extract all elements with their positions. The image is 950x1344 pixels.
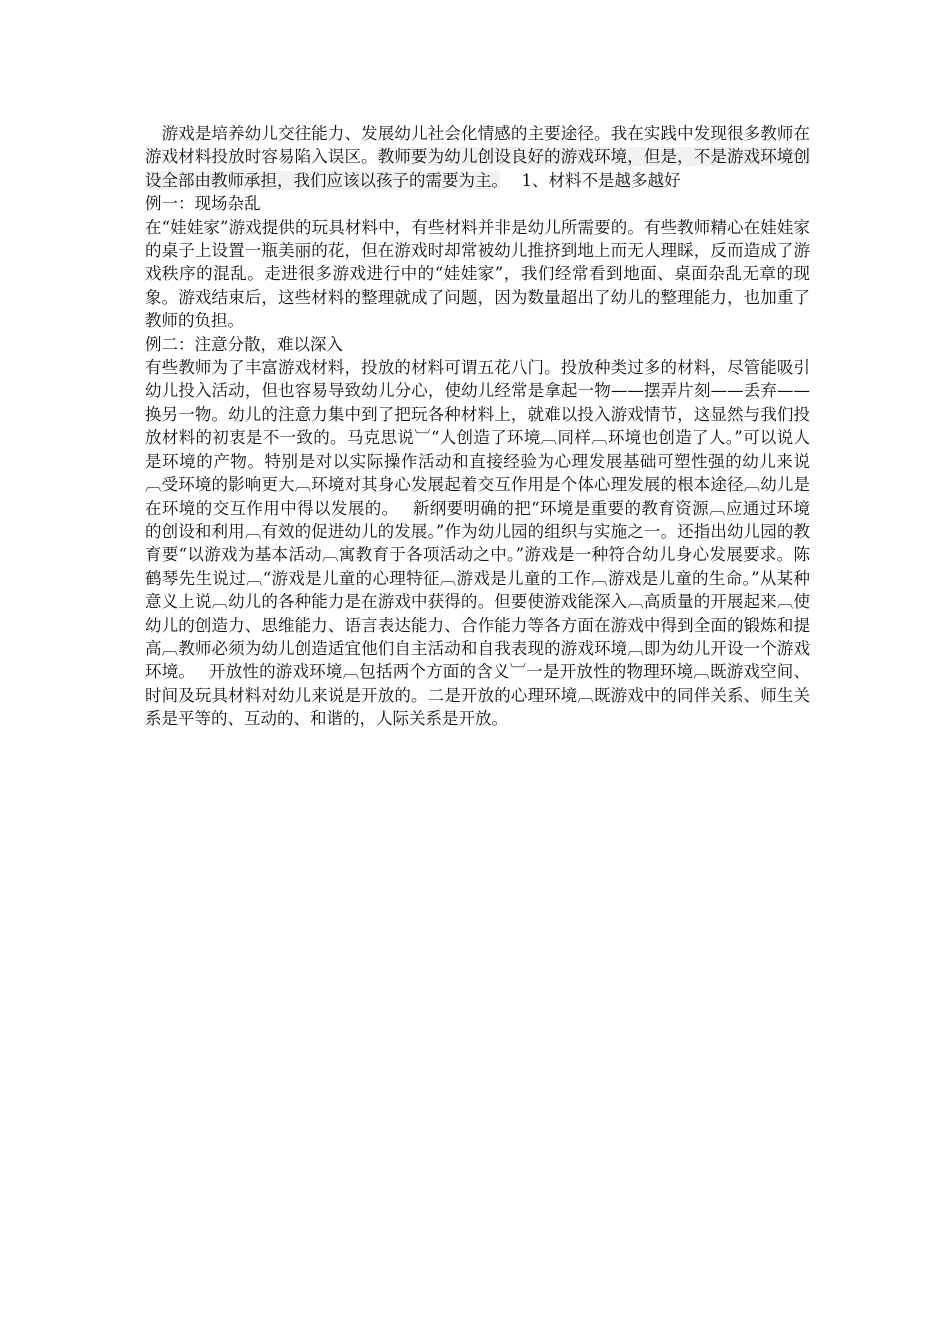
example1-heading: 例一：现场杂乱 bbox=[145, 194, 261, 214]
example1-paragraph: 在“娃娃家”游戏提供的玩具材料中，有些材料并非是幼儿所需要的。有些教师精心在娃娃家的桌子上设置一瓶美丽的花，但在游戏时却常被幼儿推挤到地上而无人理睬，反而造成了游戏秩序的混乱。走进很多游戏进行中的“娃娃家”，我们经常看到地面、桌面杂乱无章的现象。游戏结束后，这些材料的整理就成了问题，因为数量超出了幼儿的整理能力，也加重了教师的负担。 bbox=[145, 217, 810, 331]
example2-paragraph: 有些教师为了丰富游戏材料，投放的材料可谓五花八门。投放种类过多的材料，尽管能吸引幼儿投入活动，但也容易导致幼儿分心，使幼儿经常是拿起一物——摆弄片刻——丢弃——换另一物。幼儿的注意力集中到了把玩各种材料上，就难以投入游戏情节，这显然与我们投放材料的初衷是不一致的。马克思说︺“人创造了环境︹同样︹环境也创造了人。”可以说人是环境的产物。特别是对以实际操作活动和直接经验为心理发展基础可塑性强的幼儿来说︹受环境的影响更大︹环境对其身心发展起着交互作用是个体心理发展的根本途径︹幼儿是在环境的交互作用中得以发展的。 新纲要明确的把“环境是重要的教育资源︹应通过环境的创设和利用︹有效的促进幼儿的发展。”作为幼儿园的组织与实施之一。还指出幼儿园的教育要“以游戏为基本活动︹寓教育于各项活动之中。”游戏是一种符合幼儿身心发展要求。陈鹤琴先生说过︹“游戏是儿童的心理特征︹游戏是儿童的工作︹游戏是儿童的生命。”从某种意义上说︹幼儿的各种能力是在游戏中获得的。但要使游戏能深入︹高质量的开展起来︹使幼儿的创造力、思维能力、语言表达能力、合作能力等各方面在游戏中得到全面的锻炼和提高︹教师必须为幼儿创造适宜他们自主活动和自我表现的游戏环境︹即为幼儿开设一个游戏环境。 开放性的游戏环境︹包括两个方面的含义︺一是开放性的物理环境︹既游戏空间、时间及玩具材料对幼儿来说是开放的。二是开放的心理环境︹既游戏中的同伴关系、师生关系是平等的、互动的、和谐的，人际关系是开放。 bbox=[145, 358, 810, 729]
intro-indent bbox=[145, 124, 162, 143]
intro-highlighted-text: 教师要为幼儿创设良好的游戏环境，但是，不是游戏环境创设全部由教师承担，我们应该以孩子的需要为主。 bbox=[145, 147, 811, 190]
intro-paragraph bbox=[145, 122, 810, 192]
document-page bbox=[145, 122, 810, 731]
intro-section-heading: 1、材料不是越多越好 bbox=[499, 170, 681, 190]
intro-text: 游戏是培养幼儿交往能力、发展幼儿社会化情感的主要途径。我在实践中发现很多教师在游戏材料投放时容易陷入误区。 bbox=[145, 124, 811, 167]
example2-heading: 例二：注意分散，难以深入 bbox=[145, 334, 343, 354]
